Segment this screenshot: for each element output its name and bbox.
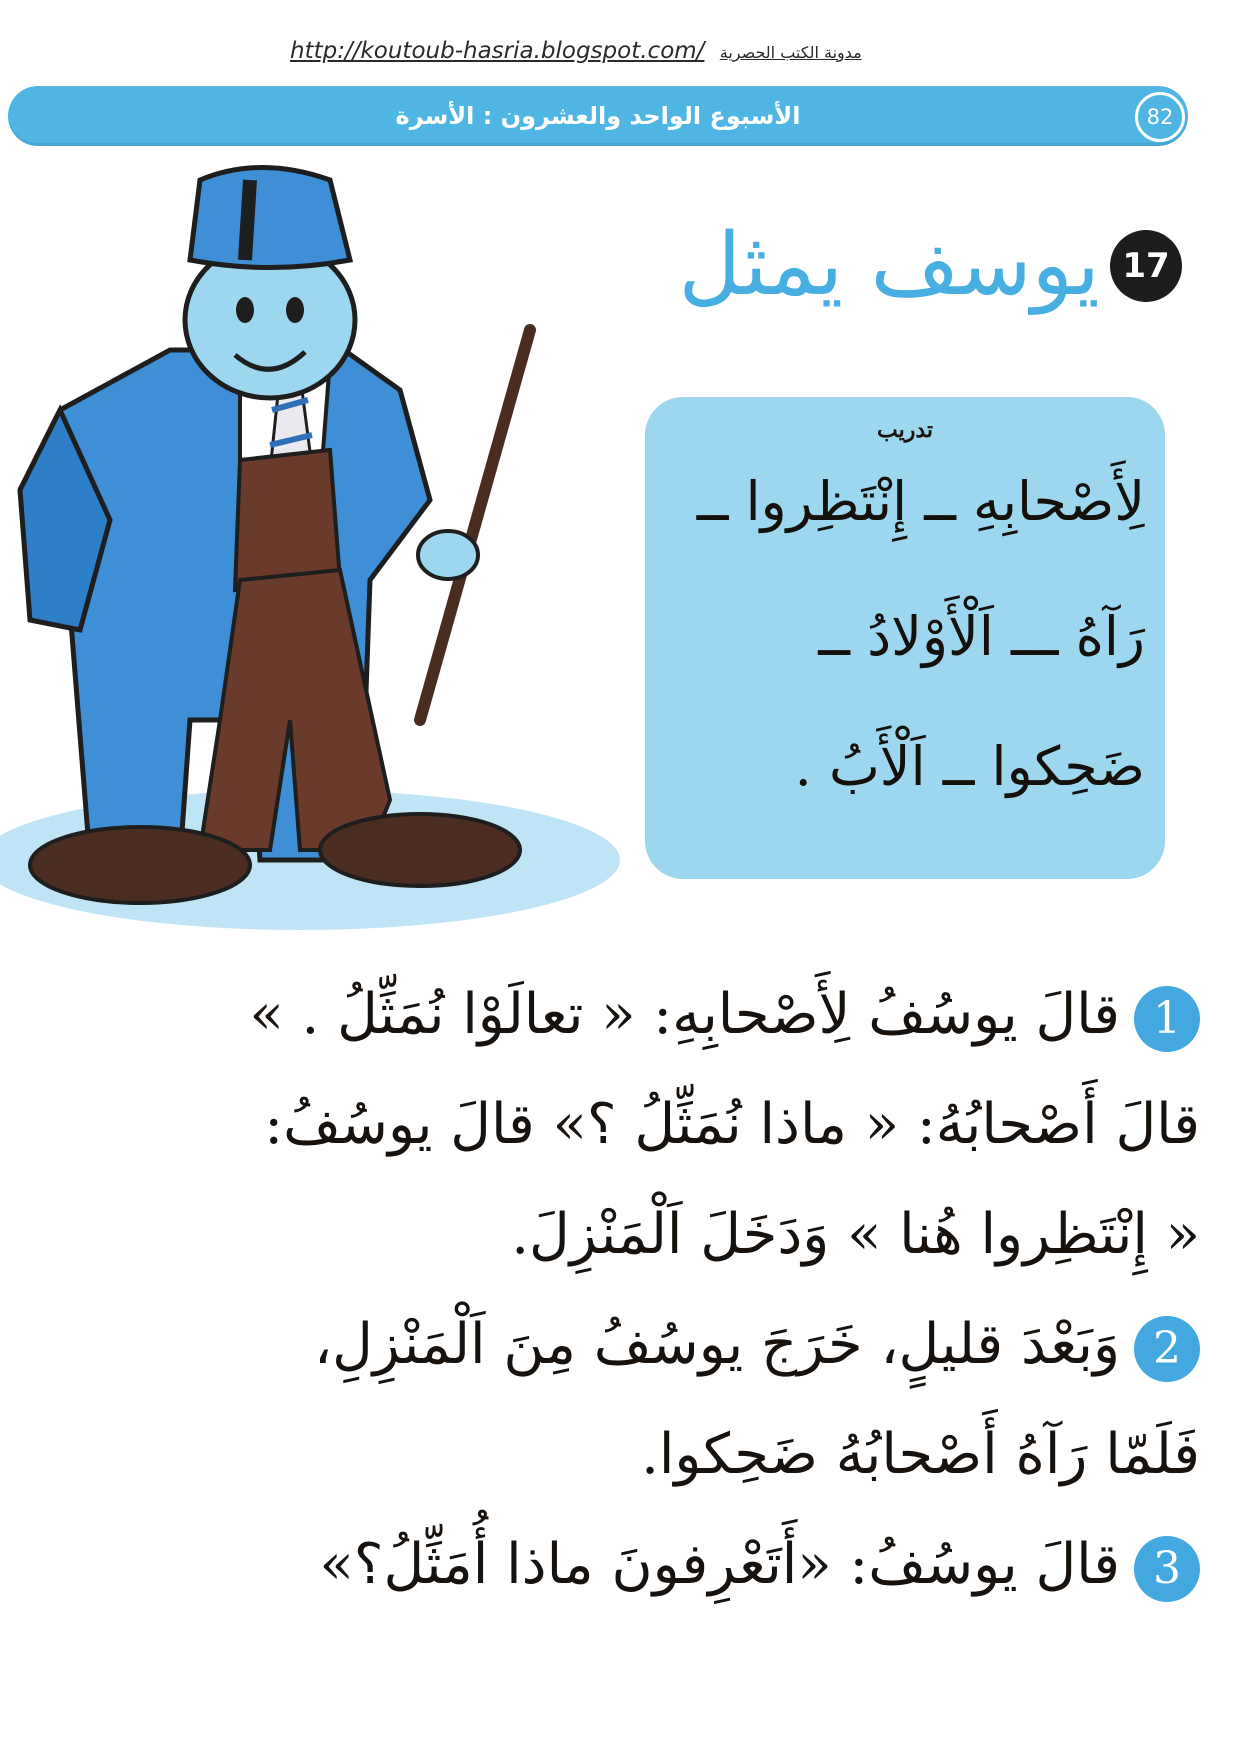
story-line-text: قالَ يوسُفُ: «أَتَعْرِفونَ ماذا أُمَثِّلُ؟» bbox=[319, 1532, 1120, 1597]
story-line bbox=[50, 965, 1200, 1065]
story-line bbox=[50, 1185, 1200, 1285]
vest bbox=[235, 450, 340, 590]
blog-name: مدونة الكتب الحصرية bbox=[719, 43, 862, 62]
story-line-text: قالَ أَصْحابُهُ: « ماذا نُمَثِّلُ ؟» قالَ يوسُفُ: bbox=[264, 1092, 1200, 1157]
boy-in-oversized-coat-illustration bbox=[0, 160, 640, 930]
shoe-left bbox=[30, 827, 250, 903]
lesson-title: يوسف يمثل bbox=[678, 215, 1100, 315]
story-line bbox=[50, 1075, 1200, 1175]
source-line bbox=[290, 38, 950, 64]
exercise-word-line: لِأَصْحابِهِ ــ إِنْتَظِروا ــ bbox=[696, 470, 1145, 533]
story-line bbox=[50, 1295, 1200, 1395]
paragraph-number-badge: 2 bbox=[1134, 1316, 1200, 1382]
story-line-text: وَبَعْدَ قليلٍ، خَرَجَ يوسُفُ مِنَ اَلْمَنْزِلِ، bbox=[314, 1312, 1120, 1377]
paragraph-number-badge: 3 bbox=[1134, 1536, 1200, 1602]
shoe-right bbox=[320, 814, 520, 886]
lesson-number-badge: 17 bbox=[1110, 230, 1182, 302]
exercise-word-line: رَآهُ ـــ اَلْأَوْلادُ ــ bbox=[818, 605, 1145, 668]
story-text bbox=[20, 965, 1200, 1685]
story-line bbox=[50, 1405, 1200, 1505]
exercise-box bbox=[645, 397, 1165, 879]
story-line bbox=[50, 1515, 1200, 1615]
exercise-word-line: ضَحِكوا ــ اَلْأَبُ . bbox=[794, 735, 1145, 798]
page-number: 82 bbox=[1135, 92, 1185, 142]
story-line-text: قالَ يوسُفُ لِأَصْحابِهِ: « تعالَوْا نُمَثِّلُ . » bbox=[249, 982, 1120, 1047]
story-line-text: « إِنْتَظِروا هُنا » وَدَخَلَ اَلْمَنْزِلَ. bbox=[511, 1202, 1200, 1267]
hat bbox=[190, 168, 350, 268]
cane bbox=[420, 330, 530, 720]
week-title: الأسبوع الواحد والعشرون : الأسرة bbox=[395, 102, 801, 130]
source-url-link[interactable]: http://koutoub-hasria.blogspot.com/ bbox=[290, 38, 705, 64]
hand bbox=[418, 531, 478, 579]
paragraph-number-badge: 1 bbox=[1134, 986, 1200, 1052]
story-line-text: فَلَمّا رَآهُ أَصْحابُهُ ضَحِكوا. bbox=[641, 1422, 1200, 1487]
exercise-label: تدريب bbox=[876, 417, 934, 443]
week-header-bar bbox=[8, 86, 1188, 146]
